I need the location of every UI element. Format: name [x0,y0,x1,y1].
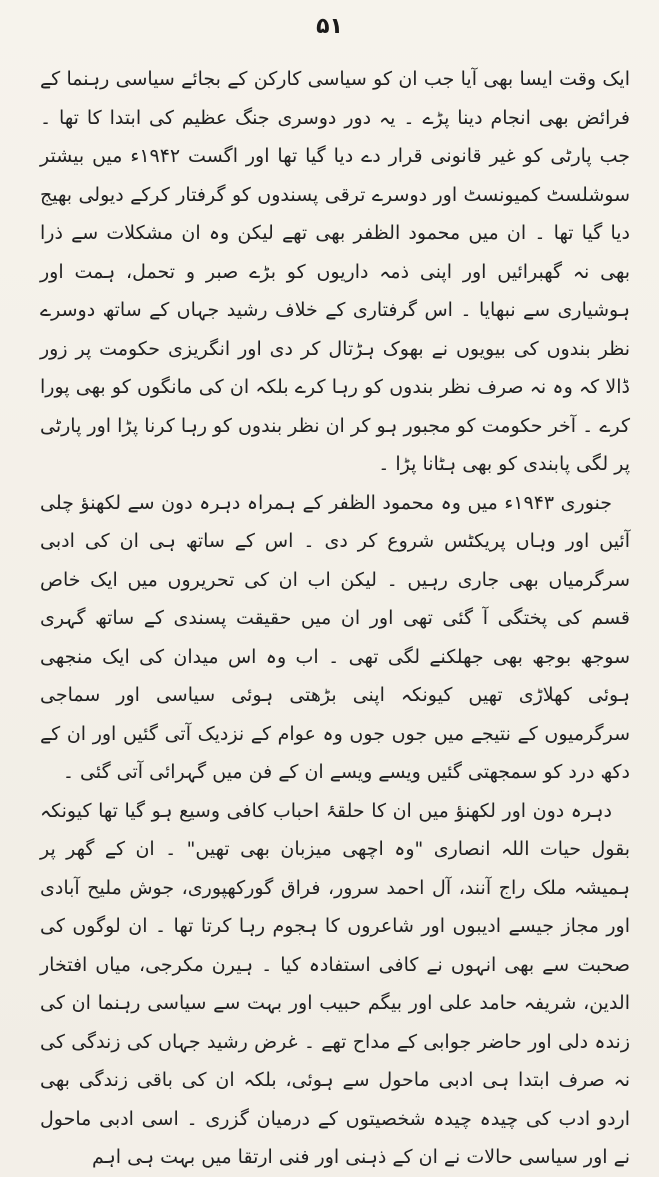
paragraph-1: ایک وقت ایسا بھی آیا جب ان کو سیاسی کارکن کے بجائے سیاسی رہنما کے فرائض بھی انجام دینا پڑے ۔ یہ دور دوسری جنگ عظیم کی ابتدا کا تھا ۔ جب پارٹی کو غیر قانونی قرار دے دیا گیا تھا اور اگست ۱۹۴۲ء میں بیشتر سوشلسٹ کمیونسٹ اور دوسرے ترقی پسندوں کو گرفتار کرکے دیولی بھیج دیا گیا تھا ۔ ان میں محمود الظفر بھی تھے لیکن وہ ان مشکلات سے ذرا بھی نہ گھبرائیں اور اپنی ذمہ داریوں کو بڑے صبر و تحمل، ہمت اور ہوشیاری سے نبھایا ۔ اس گرفتاری کے خلاف رشید جہاں کے ساتھ دوسرے نظر بندوں کی بیویوں نے بھوک ہڑتال کر دی اور انگریزی حکومت پر زور ڈالا کہ وہ نہ صرف نظر بندوں کو رہا کرے بلکہ ان کی مانگوں کو بھی پورا کرے ۔ آخر حکومت کو مجبور ہو کر ان نظر بندوں کو رہا کرنا پڑا اور پارٹی پر لگی پابندی کو بھی ہٹانا پڑا ۔ [40,68,631,475]
paragraph-2: جنوری ۱۹۴۳ء میں وہ محمود الظفر کے ہمراہ دہرہ دون سے لکھنؤ چلی آئیں اور وہاں پریکٹس شروع کر دی ۔ اس کے ساتھ ہی ان کی ادبی سرگرمیاں بھی جاری رہیں ۔ لیکن اب ان کی تحریروں میں ایک خاص قسم کی پختگی آ گئی تھی اور ان میں حقیقت پسندی کے ساتھ گہری سوجھ بوجھ بھی جھلکنے لگی تھی ۔ اب وہ اس میدان کی ایک منجھی ہوئی کھلاڑی تھیں کیونکہ اپنی بڑھتی ہوئی سیاسی اور سماجی سرگرمیوں کے نتیجے میں جوں جوں وہ عوام کے نزدیک آتی گئیں اور ان کے دکھ درد کو سمجھتی گئیں ویسے ویسے ان کے فن میں گہرائی آتی گئی ۔ [40,491,630,783]
paragraph-3: دہرہ دون اور لکھنؤ میں ان کا حلقۂ احباب کافی وسیع ہو گیا تھا کیونکہ بقول حیات اللہ انصاری "وہ اچھی میزبان بھی تھیں" ۔ ان کے گھر پر ہمیشہ ملک راج آنند، آل احمد سرور، فراق گورکھپوری، جوش ملیح آبادی اور مجاز جیسے ادیبوں اور شاعروں کا ہجوم رہا کرتا تھا ۔ ان لوگوں کی صحبت سے بھی انہوں نے کافی استفادہ کیا ۔ ہیرن مکرجی، میاں افتخار الدین، شریفہ حامد علی اور بیگم حبیب اور بہت سے سیاسی رہنما ان کی زندہ دلی اور حاضر جوابی کے مداح تھے ۔ غرض رشید جہاں کی زندگی کی نہ صرف ابتدا ہی ادبی ماحول سے ہوئی، بلکہ ان کی باقی زندگی بھی اردو ادب کی چیدہ چیدہ شخصیتوں کے درمیان گزری ۔ اسی ادبی ماحول نے اور سیاسی حالات نے ان کے ذہنی اور فنی ارتقا میں بہت ہی اہم [40,799,630,1168]
page-body [40,60,630,1177]
page-number: ۵۱ [316,14,343,39]
